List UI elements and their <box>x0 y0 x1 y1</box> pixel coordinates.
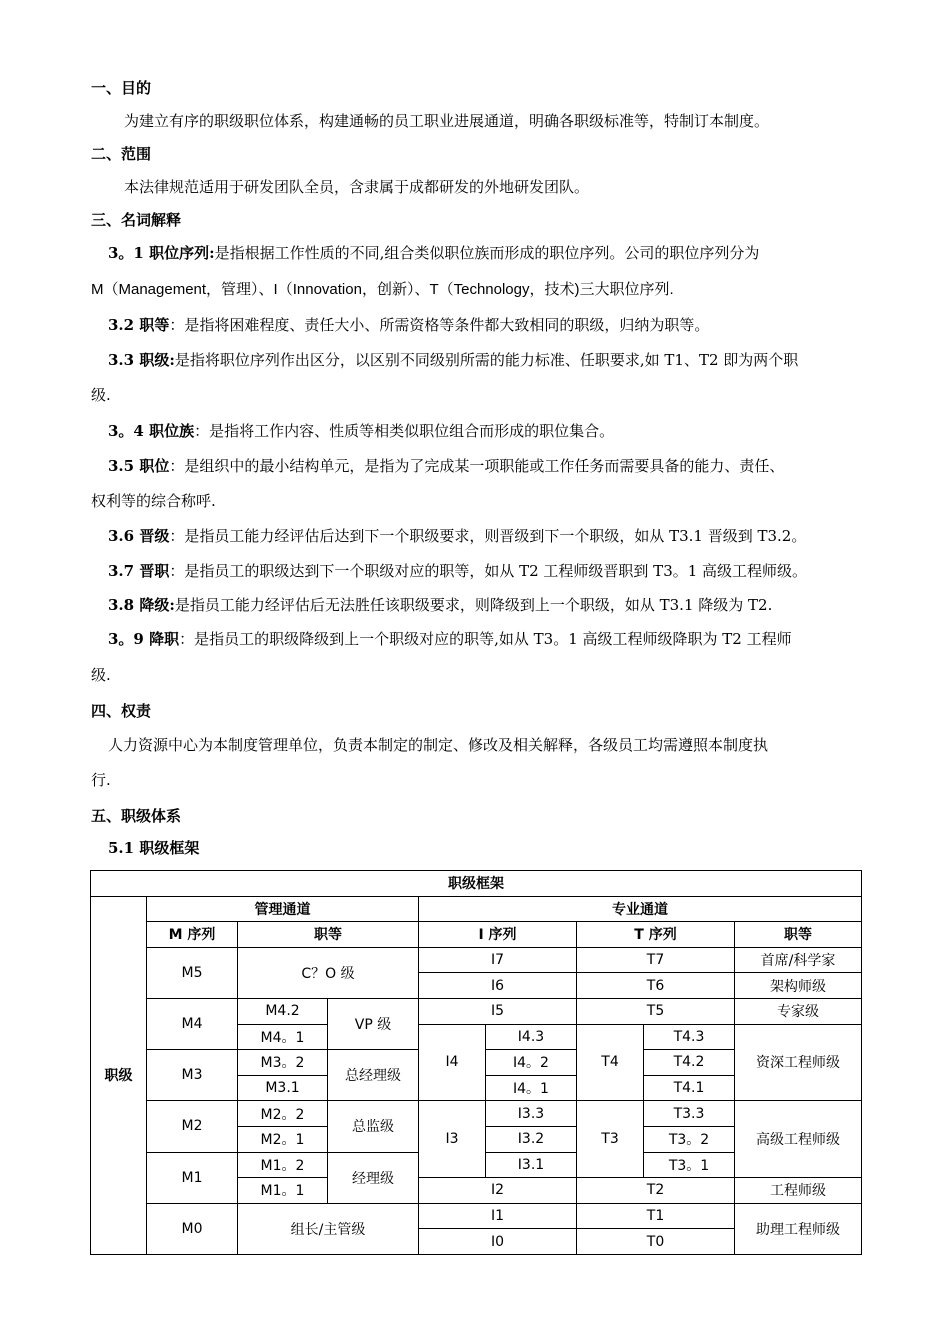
cell-i4: I4 <box>419 1024 486 1101</box>
cell-i3-1: I3.1 <box>486 1152 577 1178</box>
cell-i4-3: I4.3 <box>486 1024 577 1050</box>
cell-t3-3: T3.3 <box>644 1101 735 1127</box>
row-header-level: 职级 <box>91 896 147 1254</box>
cell-m2-grade: 总监级 <box>328 1101 419 1152</box>
definition-3-2 <box>108 315 709 335</box>
cell-m2: M2 <box>147 1101 238 1152</box>
cell-grade-chief: 首席/科学家 <box>735 947 862 973</box>
cell-m1-2: M1。2 <box>238 1152 328 1178</box>
cell-t1: T1 <box>577 1203 735 1229</box>
definition-term: 3.5 职位 <box>108 457 170 475</box>
section-5-1-heading: 5.1 职级框架 <box>108 839 200 857</box>
cell-m3-grade: 总经理级 <box>328 1050 419 1101</box>
cell-m0: M0 <box>147 1203 238 1254</box>
section-4-heading: 四、权责 <box>91 702 152 720</box>
definition-text: ：是指员工的职级降级到上一个职级对应的职等,如从 T3。1 高级工程师级降职为 T2 工程师 <box>179 630 792 648</box>
definition-text: ：是指员工的职级达到下一个职级对应的职等，如从 T2 工程师级晋职到 T3。1 高级工程师级。 <box>169 562 808 580</box>
cell-t3: T3 <box>577 1101 644 1178</box>
section-5-heading: 五、职级体系 <box>91 807 182 825</box>
cell-grade-engineer: 工程师级 <box>735 1178 862 1204</box>
cell-m4-grade: VP 级 <box>328 998 419 1049</box>
definition-3-3-cont: 级. <box>91 386 111 404</box>
cell-t3-2: T3。2 <box>644 1126 735 1152</box>
col-m-series: M 序列 <box>147 922 238 948</box>
cell-m3-1: M3.1 <box>238 1075 328 1101</box>
cell-t0: T0 <box>577 1229 735 1255</box>
professional-channel-header: 专业通道 <box>419 896 862 922</box>
cell-m4: M4 <box>147 998 238 1049</box>
cell-m1-grade: 经理级 <box>328 1152 419 1203</box>
definition-term: 3.2 职等 <box>108 316 170 334</box>
cell-grade-architect: 架构师级 <box>735 973 862 999</box>
cell-i6: I6 <box>419 973 577 999</box>
definition-3-1-cont: M（Management，管理）、I（Innovation，创新）、T（Technology，技术)三大职位序列. <box>91 281 674 298</box>
definition-3-8 <box>108 595 772 615</box>
job-level-framework-table <box>90 870 862 1255</box>
cell-t3-1: T3。1 <box>644 1152 735 1178</box>
management-channel-header: 管理通道 <box>147 896 419 922</box>
definition-3-1 <box>108 243 759 263</box>
cell-i3-2: I3.2 <box>486 1126 577 1152</box>
definition-term: 3.8 降级: <box>108 596 175 614</box>
definition-3-7 <box>108 561 807 581</box>
cell-t4: T4 <box>577 1024 644 1101</box>
definition-term: 3.6 晋级 <box>108 527 170 545</box>
definition-text: 是指将职位序列作出区分，以区别不同级别所需的能力标准、任职要求,如 T1、T2 即为两个职 <box>174 351 799 369</box>
definition-term: 3。1 职位序列: <box>108 244 215 262</box>
cell-grade-expert: 专家级 <box>735 998 862 1024</box>
cell-t4-3: T4.3 <box>644 1024 735 1050</box>
section-1-heading: 一、目的 <box>91 79 152 97</box>
definition-3-9 <box>108 629 792 649</box>
section-2-heading: 二、范围 <box>91 145 152 163</box>
cell-i1: I1 <box>419 1203 577 1229</box>
cell-i3-3: I3.3 <box>486 1101 577 1127</box>
cell-i4-1: I4。1 <box>486 1075 577 1101</box>
col-i-series: I 序列 <box>419 922 577 948</box>
table-title: 职级框架 <box>91 871 862 897</box>
section-4-text: 人力资源中心为本制度管理单位，负责本制定的制定、修改及相关解释，各级员工均需遵照本制度执 <box>108 736 769 754</box>
cell-m0-grade: 组长/主管级 <box>238 1203 419 1254</box>
cell-t4-1: T4.1 <box>644 1075 735 1101</box>
definition-text: ：是组织中的最小结构单元，是指为了完成某一项职能或工作任务而需要具备的能力、责任、 <box>169 457 785 475</box>
cell-m5-grade: C？O 级 <box>238 947 419 998</box>
cell-i3: I3 <box>419 1101 486 1178</box>
cell-i0: I0 <box>419 1229 577 1255</box>
cell-m4-2: M4.2 <box>238 998 328 1024</box>
section-4-text-cont: 行. <box>91 771 111 789</box>
cell-m2-1: M2。1 <box>238 1126 328 1152</box>
cell-t7: T7 <box>577 947 735 973</box>
section-1-text: 为建立有序的职级职位体系，构建通畅的员工职业进展通道，明确各职级标准等，特制订本制度。 <box>124 112 770 130</box>
definition-text: ：是指将工作内容、性质等相类似职位组合而形成的职位集合。 <box>194 422 615 440</box>
definition-3-4 <box>108 421 614 441</box>
cell-grade-senior: 高级工程师级 <box>735 1101 862 1178</box>
cell-grade-senior-expert: 资深工程师级 <box>735 1024 862 1101</box>
cell-t4-2: T4.2 <box>644 1050 735 1076</box>
cell-m1: M1 <box>147 1152 238 1203</box>
definition-text: ：是指将困难程度、责任大小、所需资格等条件都大致相同的职级，归纳为职等。 <box>169 316 710 334</box>
definition-term: 3.3 职级: <box>108 351 175 369</box>
definition-3-5-cont: 权利等的综合称呼. <box>91 492 216 510</box>
cell-grade-assistant: 助理工程师级 <box>735 1203 862 1254</box>
definition-term: 3。4 职位族 <box>108 422 195 440</box>
cell-i7: I7 <box>419 947 577 973</box>
col-mgmt-grade: 职等 <box>238 922 419 948</box>
definition-text: ：是指员工能力经评估后达到下一个职级要求，则晋级到下一个职级，如从 T3.1 晋级到 T3.2。 <box>169 527 807 545</box>
cell-t2: T2 <box>577 1178 735 1204</box>
definition-3-5 <box>108 456 784 476</box>
cell-t6: T6 <box>577 973 735 999</box>
cell-i4-2: I4。2 <box>486 1050 577 1076</box>
cell-t5: T5 <box>577 998 735 1024</box>
section-3-heading: 三、名词解释 <box>91 211 182 229</box>
cell-m1-1: M1。1 <box>238 1178 328 1204</box>
cell-i2: I2 <box>419 1178 577 1204</box>
cell-m3-2: M3。2 <box>238 1050 328 1076</box>
cell-i5: I5 <box>419 998 577 1024</box>
definition-3-3 <box>108 350 798 370</box>
definition-term: 3.7 晋职 <box>108 562 170 580</box>
cell-m3: M3 <box>147 1050 238 1101</box>
definition-term: 3。9 降职 <box>108 630 180 648</box>
definition-3-9-cont: 级. <box>91 666 111 684</box>
cell-m4-1: M4。1 <box>238 1024 328 1050</box>
col-t-series: T 序列 <box>577 922 735 948</box>
cell-m2-2: M2。2 <box>238 1101 328 1127</box>
section-2-text: 本法律规范适用于研发团队全员，含隶属于成都研发的外地研发团队。 <box>124 178 590 196</box>
cell-m5: M5 <box>147 947 238 998</box>
col-pro-grade: 职等 <box>735 922 862 948</box>
definition-3-6 <box>108 526 806 546</box>
definition-text: 是指员工能力经评估后无法胜任该职级要求，则降级到上一个职级，如从 T3.1 降级为 T2. <box>174 596 773 614</box>
definition-text: 是指根据工作性质的不同,组合类似职位族而形成的职位序列。公司的职位序列分为 <box>214 244 760 262</box>
